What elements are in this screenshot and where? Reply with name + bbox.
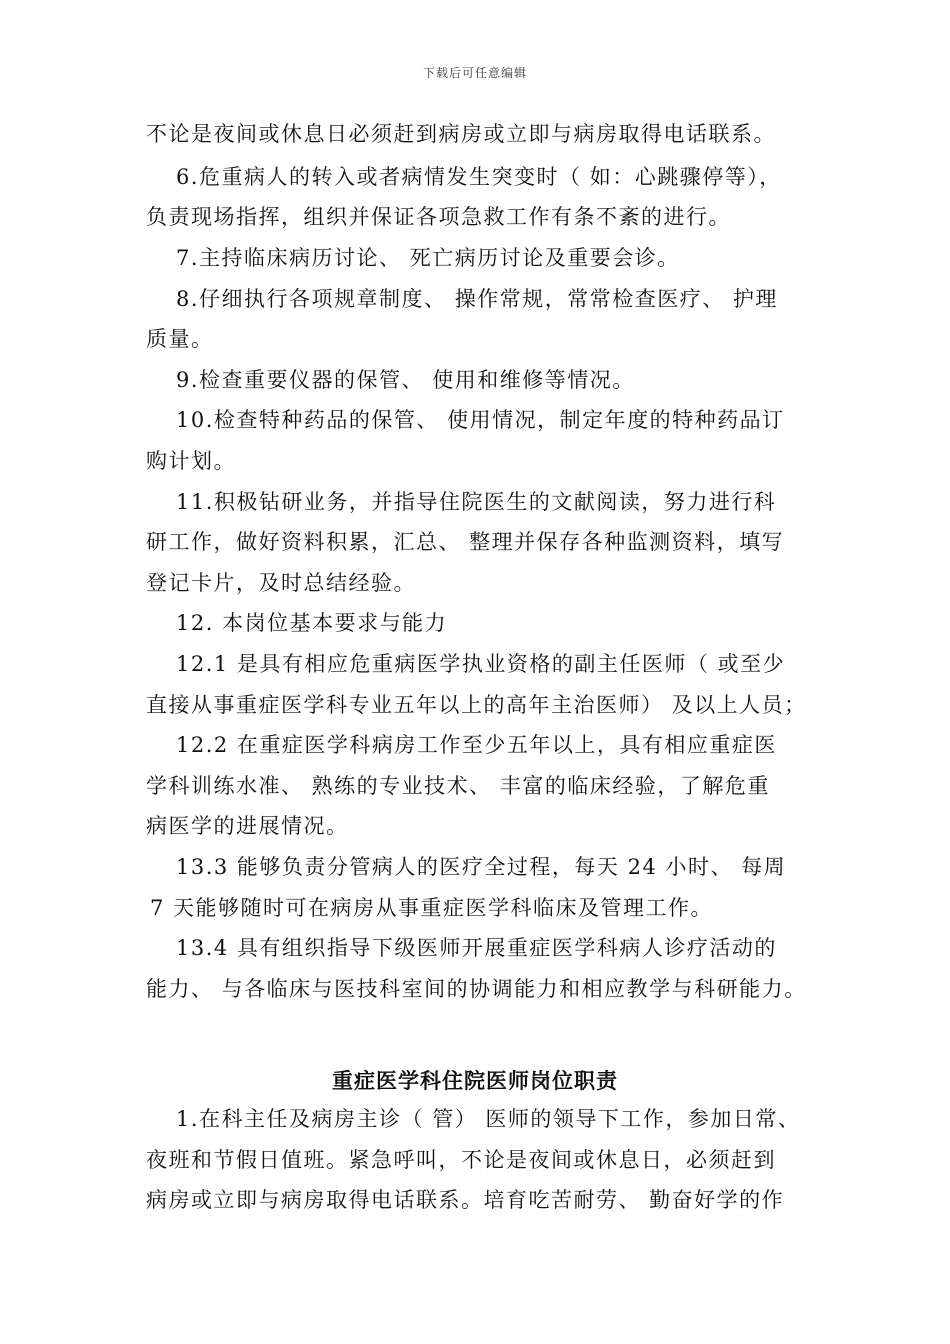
text-line: 7.主持临床病历讨论、 死亡病历讨论及重要会诊。: [176, 246, 680, 270]
text-line: 研工作，做好资料积累，汇总、 整理并保存各种监测资料，填写: [146, 530, 785, 554]
text-line: 6.危重病人的转入或者病情发生突变时（ 如：心跳骤停等），: [176, 165, 782, 189]
text-line: 登记卡片，及时总结经验。: [146, 571, 416, 595]
text-line: 负责现场指挥，组织并保证各项急救工作有条不紊的进行。: [146, 205, 731, 229]
section-title: 重症医学科住院医师岗位职责: [332, 1069, 618, 1093]
text-line: 学科训练水准、 熟练的专业技术、 丰富的临床经验，了解危重: [146, 774, 770, 798]
text-line: 能力、 与各临床与医技科室间的协调能力和相应教学与科研能力。: [146, 977, 807, 1001]
text-line: 7 天能够随时可在病房从事重症医学科临床及管理工作。: [150, 896, 714, 920]
text-line: 购计划。: [146, 449, 236, 473]
text-line: 1.在科主任及病房主诊（ 管） 医师的领导下工作，参加日常、: [176, 1107, 801, 1131]
text-line: 不论是夜间或休息日必须赶到病房或立即与病房取得电话联系。: [146, 122, 776, 146]
text-line: 直接从事重症医学科专业五年以上的高年主治医师） 及以上人员；: [146, 693, 807, 717]
text-line: 8.仔细执行各项规章制度、 操作常规，常常检查医疗、 护理: [176, 287, 778, 311]
text-line: 病医学的进展情况。: [146, 814, 349, 838]
text-line: 12. 本岗位基本要求与能力: [176, 611, 448, 635]
text-line: 质量。: [146, 327, 214, 351]
text-line: 12.1 是具有相应危重病医学执业资格的副主任医师（ 或至少: [176, 652, 786, 676]
text-line: 11.积极钻研业务，并指导住院医生的文献阅读，努力进行科: [176, 490, 777, 514]
text-line: 夜班和节假日值班。紧急呼叫，不论是夜间或休息日，必须赶到: [146, 1148, 776, 1172]
text-line: 13.4 具有组织指导下级医师开展重症医学科病人诊疗活动的: [176, 936, 777, 960]
text-line: 10.检查特种药品的保管、 使用情况，制定年度的特种药品订: [176, 408, 785, 432]
text-line: 13.3 能够负责分管病人的医疗全过程，每天 24 小时、 每周: [176, 855, 787, 879]
text-line: 病房或立即与病房取得电话联系。培育吃苦耐劳、 勤奋好学的作: [146, 1188, 785, 1212]
text-line: 12.2 在重症医学科病房工作至少五年以上，具有相应重症医: [176, 733, 777, 757]
page-header: 下载后可任意编辑: [422, 66, 527, 80]
text-line: 9.检查重要仪器的保管、 使用和维修等情况。: [176, 368, 635, 392]
